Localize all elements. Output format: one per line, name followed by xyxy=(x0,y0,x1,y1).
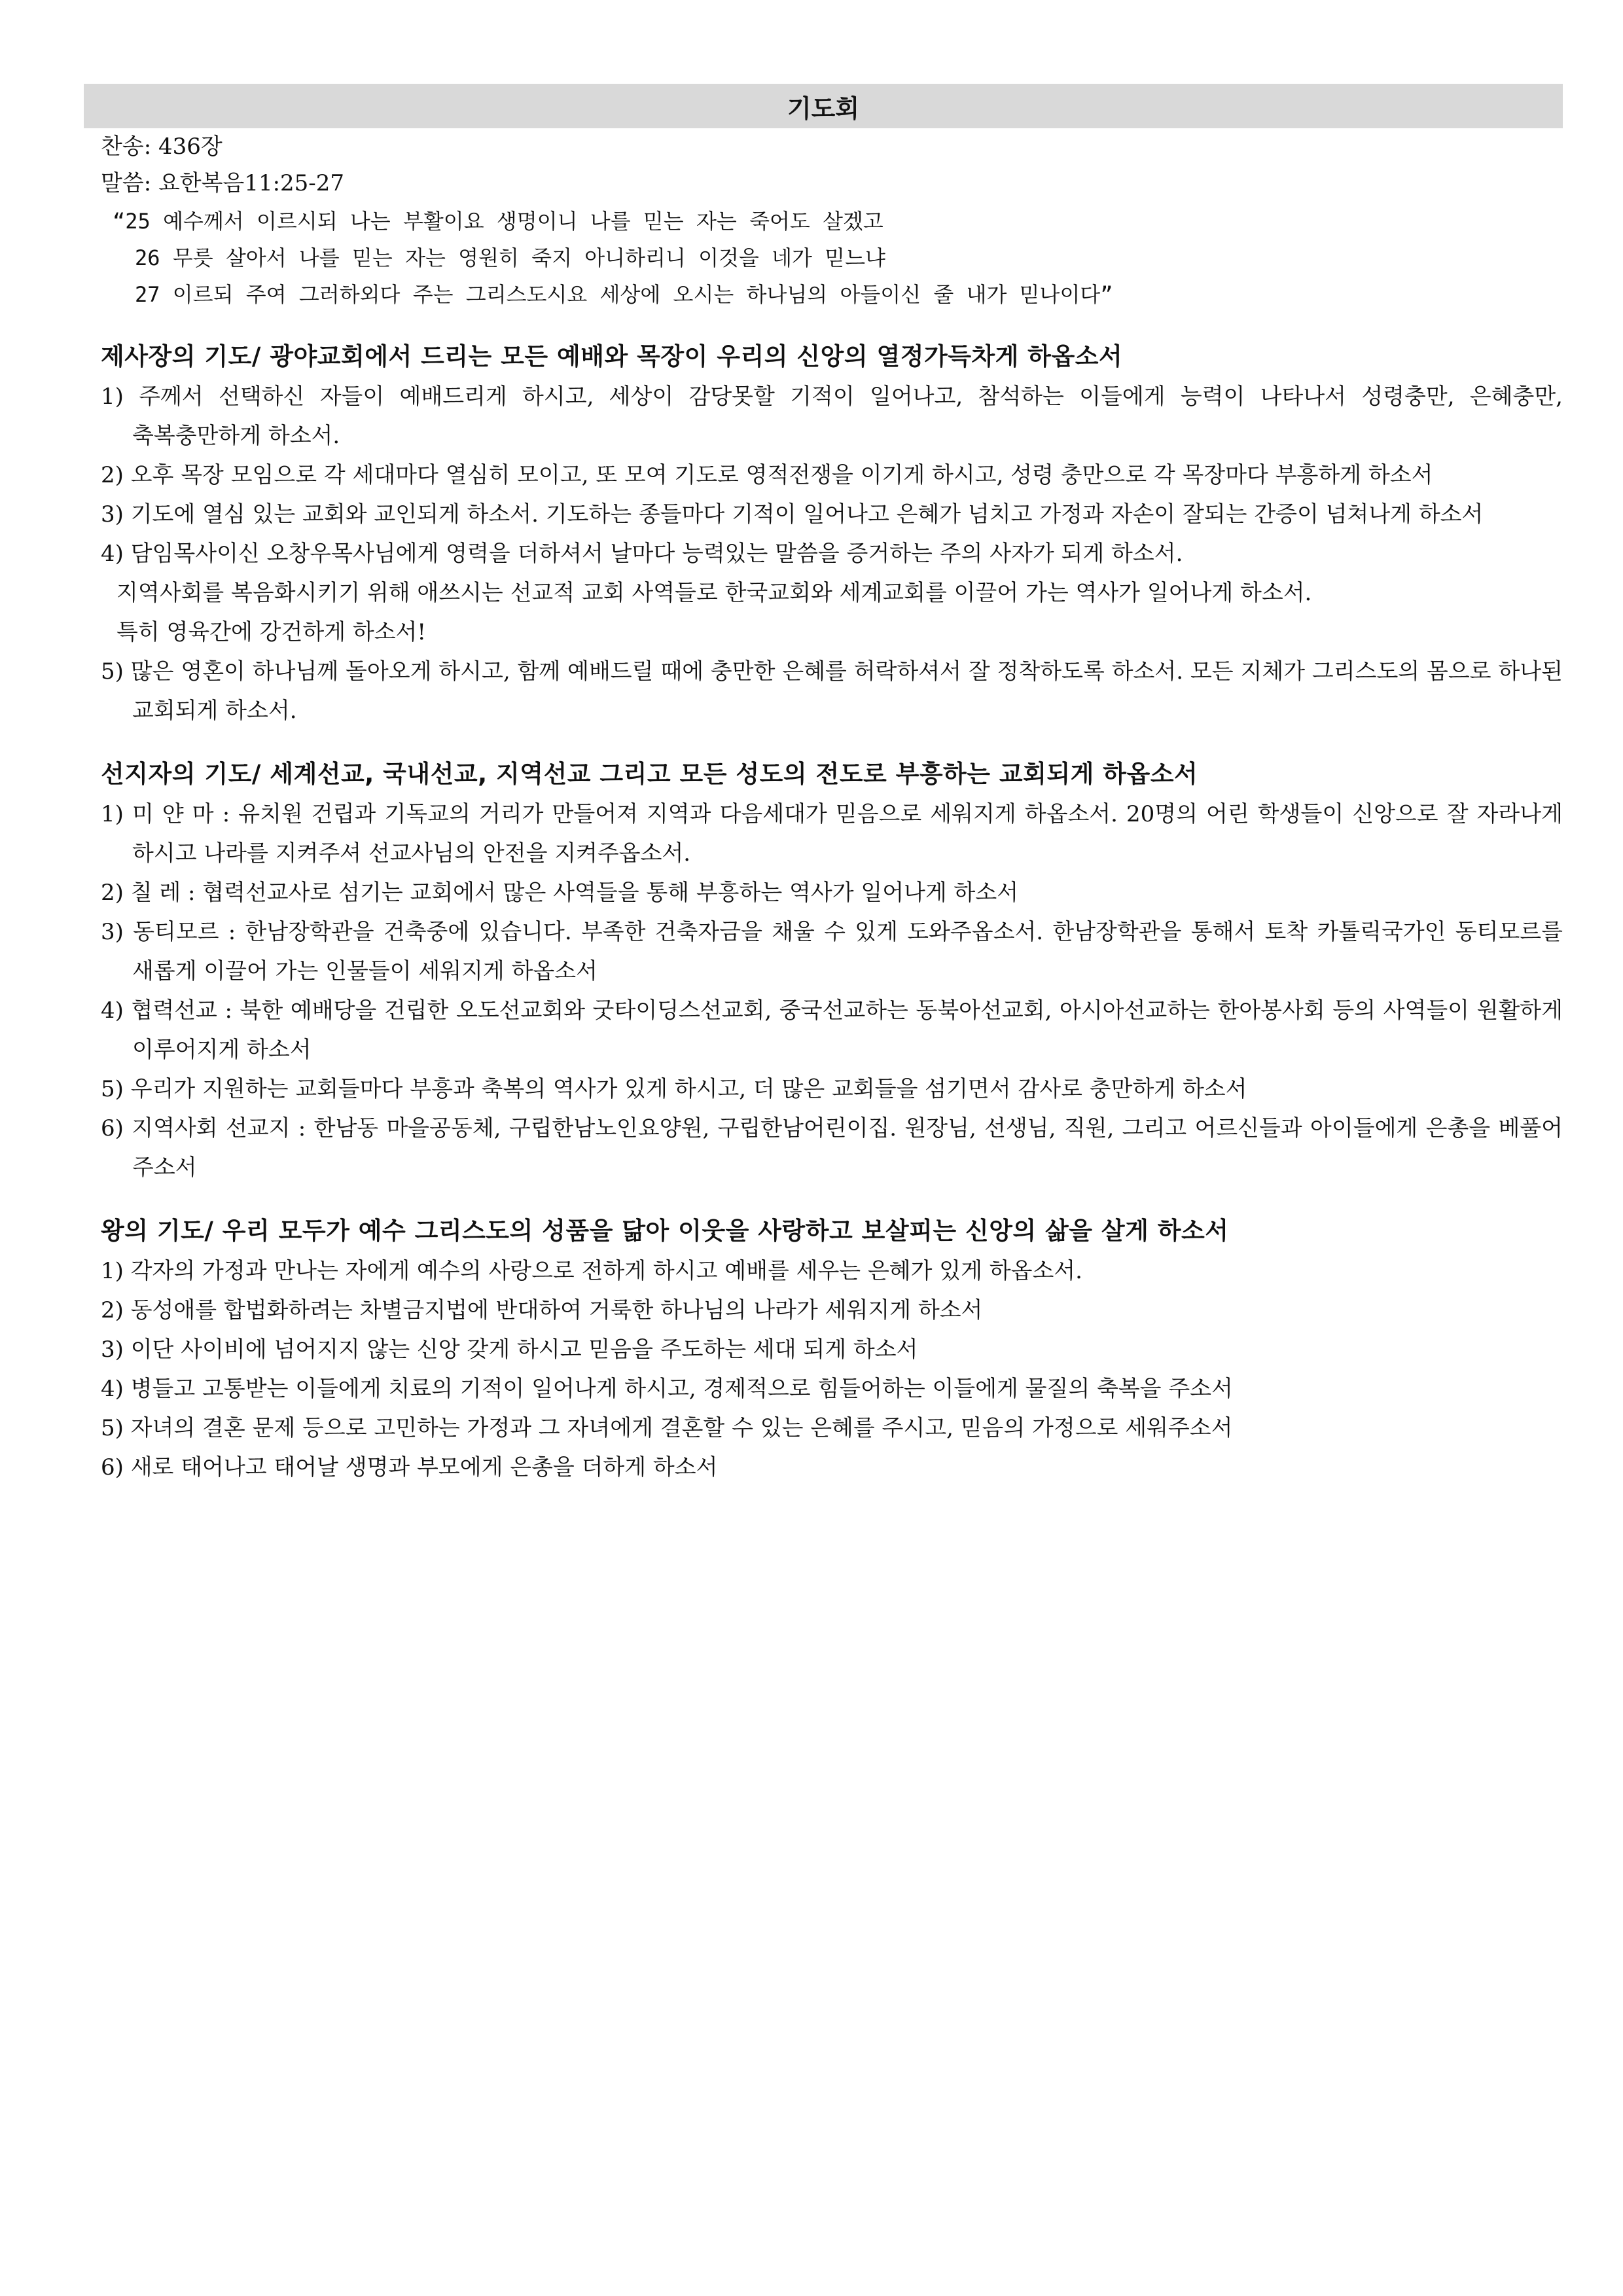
prayer-item: 4) 담임목사이신 오창우목사님에게 영력을 더하셔서 날마다 능력있는 말씀을 증거하는 주의 사자가 되게 하소서. xyxy=(101,541,1183,567)
prayer-item: 3) 이단 사이비에 넘어지지 않는 신앙 갖게 하시고 믿음을 주도하는 세대 되게 하소서 xyxy=(101,1336,918,1363)
prayer-item: 6) 지역사회 선교지 : 한남동 마을공동체, 구립한남노인요양원, 구립한남어린이집. 원장님, 선생님, 직원, 그리고 어르신들과 아이들에게 은총을 베풀어 주소서 xyxy=(101,1115,1563,1181)
hymn-line: 찬송: 436장 xyxy=(101,134,223,160)
king-prayer-section xyxy=(84,1211,1563,1487)
prayer-item: 2) 오후 목장 모임으로 각 세대마다 열심히 모이고, 또 모여 기도로 영적전쟁을 이기게 하시고, 성령 충만으로 각 목장마다 부흥하게 하소서 xyxy=(101,462,1433,488)
verse-27: 27 이르되 주여 그러하외다 주는 그리스도시요 세상에 오시는 하나님의 아들이신 줄 내가 믿나이다” xyxy=(135,282,1113,307)
prayer-item: 5) 자녀의 결혼 문제 등으로 고민하는 가정과 그 자녀에게 결혼할 수 있는 은혜를 주시고, 믿음의 가정으로 세워주소서 xyxy=(101,1415,1233,1441)
prayer-item: 3) 동티모르 : 한남장학관을 건축중에 있습니다. 부족한 건축자금을 채울 수 있게 도와주옵소서. 한남장학관을 통해서 토착 카톨릭국가인 동티모르를 새롭게 이끌어 가는 인물들이 세워지게 하옵소서 xyxy=(101,919,1563,984)
priest-prayer-section xyxy=(84,336,1563,730)
prayer-item: 5) 우리가 지원하는 교회들마다 부흥과 축복의 역사가 있게 하시고, 더 많은 교회들을 섬기면서 감사로 충만하게 하소서 xyxy=(101,1076,1247,1102)
prayer-item: 2) 칠 레 : 협력선교사로 섬기는 교회에서 많은 사역들을 통해 부흥하는 역사가 일어나게 하소서 xyxy=(101,880,1019,906)
prayer-item: 5) 많은 영혼이 하나님께 돌아오게 하시고, 함께 예배드릴 때에 충만한 은혜를 허락하셔서 잘 정착하도록 하소서. 모든 지체가 그리스도의 몸으로 하나된 교회되게 하소서. xyxy=(101,658,1563,724)
prayer-item-continuation: 지역사회를 복음화시키기 위해 애쓰시는 선교적 교회 사역들로 한국교회와 세계교회를 이끌어 가는 역사가 일어나게 하소서. xyxy=(116,580,1312,606)
scripture-reference: 말씀: 요한복음11:25-27 xyxy=(101,170,345,196)
prayer-item: 6) 새로 태어나고 태어날 생명과 부모에게 은총을 더하게 하소서 xyxy=(101,1454,718,1480)
document-page xyxy=(84,84,1563,1487)
section-heading: 제사장의 기도/ 광야교회에서 드리는 모든 예배와 목장이 우리의 신앙의 열정가득차게 하옵소서 xyxy=(101,342,1123,370)
prayer-item-continuation: 특히 영육간에 강건하게 하소서! xyxy=(116,619,427,645)
page-title: 기도회 xyxy=(84,84,1563,128)
verse-26: 26 무릇 살아서 나를 믿는 자는 영원히 죽지 아니하리니 이것을 네가 믿느냐 xyxy=(135,245,885,270)
prophet-prayer-section xyxy=(84,754,1563,1187)
prayer-item: 1) 각자의 가정과 만나는 자에게 예수의 사랑으로 전하게 하시고 예배를 세우는 은혜가 있게 하옵소서. xyxy=(101,1258,1082,1284)
section-heading: 왕의 기도/ 우리 모두가 예수 그리스도의 성품을 닮아 이웃을 사랑하고 보살피는 신앙의 삶을 살게 하소서 xyxy=(101,1217,1229,1245)
prayer-item: 2) 동성애를 합법화하려는 차별금지법에 반대하여 거룩한 하나님의 나라가 세워지게 하소서 xyxy=(101,1297,983,1323)
scripture-verses xyxy=(84,203,1563,313)
prayer-item: 1) 주께서 선택하신 자들이 예배드리게 하시고, 세상이 감당못할 기적이 일어나고, 참석하는 이들에게 능력이 나타나서 성령충만, 은혜충만, 축복충만하게 하소서. xyxy=(101,384,1563,449)
prayer-item: 3) 기도에 열심 있는 교회와 교인되게 하소서. 기도하는 종들마다 기적이 일어나고 은혜가 넘치고 가정과 자손이 잘되는 간증이 넘쳐나게 하소서 xyxy=(101,501,1484,528)
prayer-item: 4) 협력선교 : 북한 예배당을 건립한 오도선교회와 굿타이딩스선교회, 중국선교하는 동북아선교회, 아시아선교하는 한아봉사회 등의 사역들이 원활하게 이루어지게 하소서 xyxy=(101,997,1563,1063)
section-heading: 선지자의 기도/ 세계선교, 국내선교, 지역선교 그리고 모든 성도의 전도로 부흥하는 교회되게 하옵소서 xyxy=(101,760,1198,788)
prayer-item: 1) 미 얀 마 : 유치원 건립과 기독교의 거리가 만들어져 지역과 다음세대가 믿음으로 세워지게 하옵소서. 20명의 어린 학생들이 신앙으로 잘 자라나게 하시고 나라를 지켜주셔 선교사님의 안전을 지켜주옵소서. xyxy=(101,801,1563,867)
verse-25: “25 예수께서 이르시되 나는 부활이요 생명이니 나를 믿는 자는 죽어도 살겠고 xyxy=(113,209,883,234)
prayer-item: 4) 병들고 고통받는 이들에게 치료의 기적이 일어나게 하시고, 경제적으로 힘들어하는 이들에게 물질의 축복을 주소서 xyxy=(101,1376,1233,1402)
